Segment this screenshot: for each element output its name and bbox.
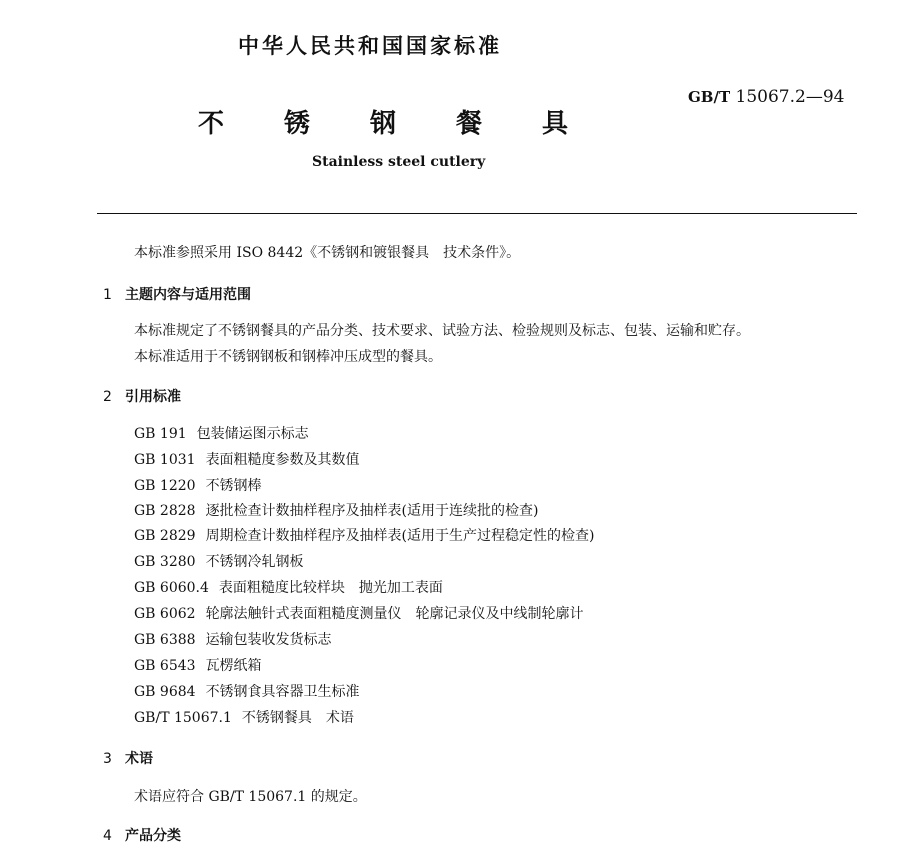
reference-item [134, 449, 360, 469]
reference-title: 不锈钢餐具 术语 [241, 710, 354, 726]
reference-title: 不锈钢食具容器卫生标准 [205, 684, 360, 700]
reference-title: 瓦楞纸箱 [205, 658, 262, 674]
section-title: 产品分类 [125, 828, 181, 844]
reference-item [134, 577, 443, 597]
reference-title: 逐批检查计数抽样程序及抽样表(适用于连续批的检查) [205, 503, 539, 519]
section-4-heading [103, 825, 181, 845]
reference-item [134, 475, 262, 495]
reference-title: 包装储运图示标志 [196, 426, 309, 442]
section-number: 3 [103, 751, 112, 767]
reference-item [134, 525, 595, 545]
reference-title: 表面粗糙度参数及其数值 [205, 452, 360, 468]
section-1-paragraph: 本标准适用于不锈钢钢板和钢棒冲压成型的餐具。 [134, 349, 442, 365]
nation-standard-heading: 中华人民共和国国家标准 [238, 34, 502, 58]
reference-title: 表面粗糙度比较样块 抛光加工表面 [218, 580, 443, 596]
reference-code: GB 1220 [134, 478, 196, 494]
header-divider [97, 213, 857, 214]
reference-item [134, 655, 262, 675]
reference-code: GB 6543 [134, 658, 196, 674]
reference-title: 轮廓法触针式表面粗糙度测量仪 轮廓记录仪及中线制轮廓计 [205, 606, 584, 622]
reference-code: GB 6388 [134, 632, 196, 648]
section-3-heading [103, 748, 153, 768]
reference-code: GB 191 [134, 426, 187, 442]
reference-title: 不锈钢冷轧钢板 [205, 554, 304, 570]
reference-code: GB 3280 [134, 554, 196, 570]
section-1-heading [103, 284, 251, 304]
document-title: 不锈钢餐具 [198, 109, 629, 139]
reference-item [134, 603, 584, 623]
standard-code [688, 87, 844, 107]
document-subtitle-english: Stainless steel cutlery [312, 154, 486, 170]
reference-item [134, 681, 360, 701]
section-2-heading [103, 386, 181, 406]
section-title: 主题内容与适用范围 [125, 287, 251, 303]
reference-code: GB 9684 [134, 684, 196, 700]
reference-item [134, 707, 354, 727]
section-3-paragraph: 术语应符合 GB/T 15067.1 的规定。 [134, 789, 367, 805]
reference-title: 运输包装收发货标志 [205, 632, 332, 648]
reference-item [134, 500, 539, 520]
reference-title: 不锈钢棒 [205, 478, 262, 494]
reference-code: GB 6062 [134, 606, 196, 622]
reference-code: GB 2829 [134, 528, 196, 544]
standard-code-prefix: GB/T [688, 88, 731, 106]
section-number: 4 [103, 828, 112, 844]
reference-title: 周期检查计数抽样程序及抽样表(适用于生产过程稳定性的检查) [205, 528, 595, 544]
section-title: 术语 [125, 751, 153, 767]
reference-item [134, 629, 332, 649]
reference-code: GB 2828 [134, 503, 196, 519]
section-number: 1 [103, 287, 112, 303]
intro-paragraph: 本标准参照采用 ISO 8442《不锈钢和镀银餐具 技术条件》。 [134, 245, 521, 261]
standard-code-number: 15067.2—94 [735, 87, 845, 107]
reference-item [134, 551, 304, 571]
reference-code: GB 1031 [134, 452, 196, 468]
section-1-paragraph: 本标准规定了不锈钢餐具的产品分类、技术要求、试验方法、检验规则及标志、包装、运输和贮存。 [134, 323, 750, 339]
section-title: 引用标准 [125, 389, 181, 405]
section-number: 2 [103, 389, 112, 405]
reference-item [134, 423, 309, 443]
reference-code: GB/T 15067.1 [134, 710, 232, 726]
reference-code: GB 6060.4 [134, 580, 209, 596]
